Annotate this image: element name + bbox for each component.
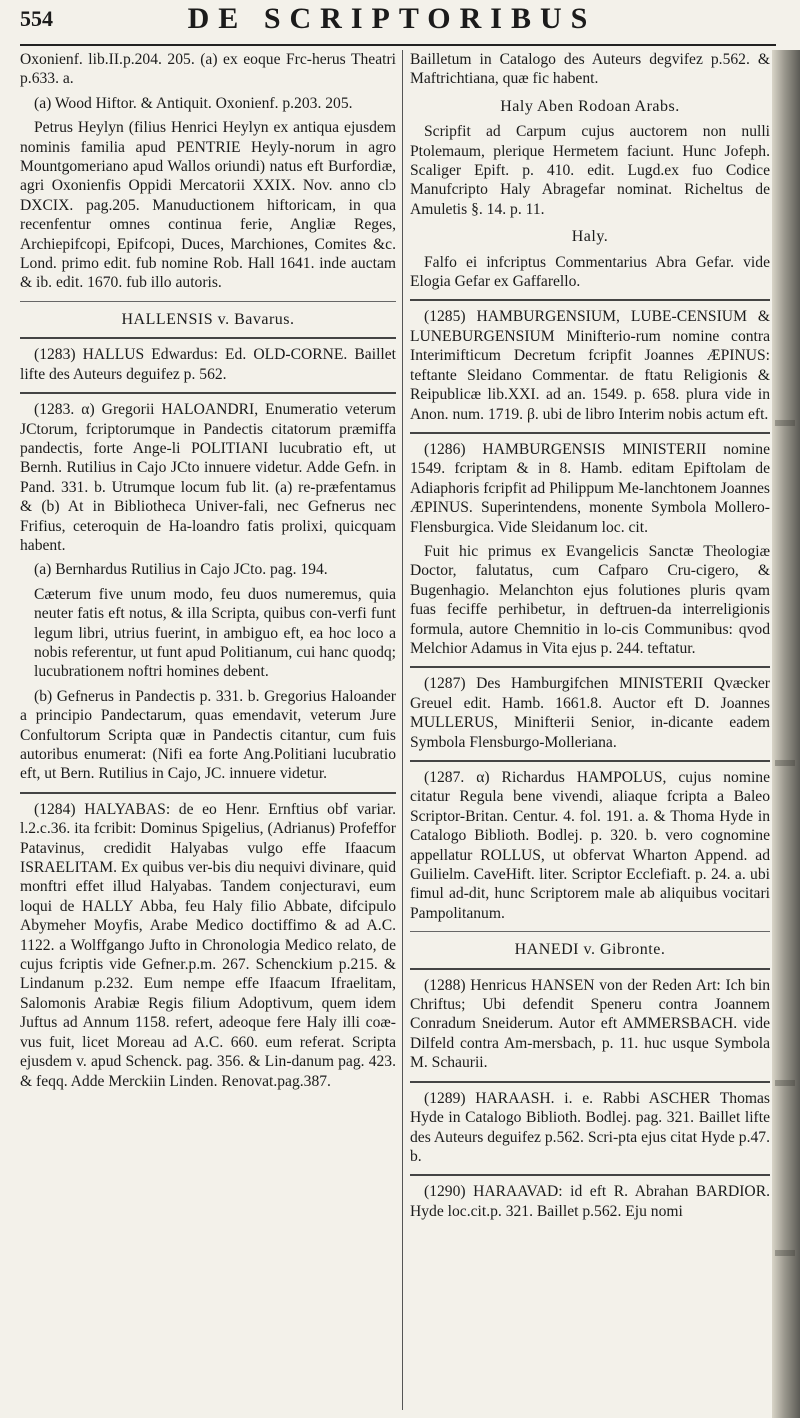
right-entry-1289: (1289) HARAASH. i. e. Rabbi ASCHER Thomas Hyde in Catalogo Biblioth. Bodlej. pag. 321. Baillet lifte des Auteurs deguifez p.562. Scri-pta ejus citat Hyde p.47. b. (410, 1089, 770, 1165)
header-rule (20, 44, 776, 46)
right-entry-1286: (1286) HAMBURGENSIS MINISTERII nomine 1549. fcriptam & in 8. Hamb. editam Epiftolam de Adiaphoris fcripfit ad Philippum Me-lanchtonem Joannes ÆPINUS. Superintendens, monente Symbola Mollero-Flensburgica. Vide Sleidanum loc. cit. (410, 440, 770, 536)
left-footnote-rutilius: (a) Bernhardus Rutilius in Cajo JCto. pag. 194. (34, 561, 328, 579)
section-rule (410, 666, 770, 668)
page-edge-shadow (772, 50, 800, 1418)
left-footnote-gesnerus: (b) Gefnerus in Pandectis p. 331. b. Gregorius Haloander a principio Pandectarum, quas emendavit, veterum Jure Confultorum Scripta quæ in Pandectis citantur, cum fuis autoribus enumerat: (Nifi ea forte Ang.Politiani lucubratio eft, ut Bern. Rutilius in Cajo, JC. innuere videtur. (20, 687, 396, 783)
left-heading-hallensis: HALLENSIS v. Bavarus. (121, 310, 295, 328)
left-footnote-wood: (a) Wood Hiftor. & Antiquit. Oxonienf. p.203. 205. (34, 94, 353, 112)
left-entry-1283-alpha: (1283. α) Gregorii HALOANDRI, Enumeratio veterum JCtorum, fcriptorumque in Pandectis citatorum præmiffa pandectis, forte Ange-li POLITIANI lucubratio eft, ut Bernh. Rutilius in Cajo JCto innuere videtur. Adde Gefn. in Pand. 331. b. Utrumque locum fub lit. (a) re-præfentamus & (b) At in Bibliotheca Univer-fali, nec Gefnerus nec Frifius, ceteroquin de Ha-loandro fatis prolixi, quicquam habent. (20, 401, 396, 554)
section-rule (410, 432, 770, 434)
left-column (20, 50, 396, 1410)
right-entry-1288: (1288) Henricus HANSEN von der Reden Art: Ich bin Chriftus; Ubi defendit Speneru contra Joannem Conradum Sneiderum. Autor eft AMMERSBACH. vide Dilfeld contra Am-mersbach, p. 11. huc usque Symbola M. Schaurii. (410, 976, 770, 1072)
section-rule (410, 968, 770, 970)
page-edge-mark (775, 420, 795, 426)
right-heading-hanedi: HANEDI v. Gibronte. (514, 941, 666, 959)
right-column (410, 50, 770, 1410)
right-paragraph-aepinus: Fuit hic primus ex Evangelicis Sanctæ Theologiæ Doctor, falutatus, cum Cafparo Cru-cigero, & Bugenhagio. Melanchton ejus folutiones pluris qvam fuas feciffe perhibetur, in deftruen-da interreligionis formula, autore Chemnitio in lo-cis Communibus: qvod Melchior Adamus in Vita ejus p. 244. teftatur. (410, 542, 770, 657)
right-entry-1290: (1290) HARAAVAD: id eft R. Abrahan BARDIOR. Hyde loc.cit.p. 321. Baillet p.562. Eju nomi (410, 1183, 770, 1220)
right-paragraph-falso: Falfo ei infcriptus Commentarius Abra Gefar. vide Elogia Gefar ex Gaffarello. (410, 253, 770, 291)
section-rule (410, 1174, 770, 1176)
section-rule (20, 337, 396, 339)
left-quote-rutilius: Cæterum five unum modo, feu duos numeremus, quia neuter fatis eft notus, & illa Scripta, quibus con-verfi funt legum libri, utrius fuerint, in ambiguo eft, ea hoc loco a nobis referentur, ut funt apud Politianum, cui hanc quodq; lucubrationem noftri homines debent. (34, 585, 396, 681)
left-entry-heylyn: Petrus Heylyn (filius Henrici Heylyn ex antiqua ejusdem nominis familia apud PENTRIE Heyly-norum in agro Mountgomeriano apud Wallos oriundi) natus eft Burfordiæ, agri Oxonienfis Oppidi Mercatorii XXIX. Nov. anno clɔ DXCIX. pag.205. Manuductionem hiftoricam, in qua recenfentur omnes continua ferie, Angliæ Reges, Archiepifcopi, Epifcopi, Duces, Marchiones, Comites &c. Lond. primo edit. fub nomine Rob. Hall 1641. inde auctam & ib. edit. 1670. fub illo autoris. (20, 119, 396, 292)
section-rule (410, 931, 770, 932)
running-title: DE SCRIPTORIBUS (187, 2, 597, 35)
right-entry-continuation: Bailletum in Catalogo des Auteurs degvifez p.562. & Maftrichtiana, quæ fic habent. (410, 51, 770, 88)
column-divider (402, 50, 403, 1410)
left-entry-continuation: Oxonienf. lib.II.p.204. 205. (a) ex eoque Frc-herus Theatri p.633. a. (20, 51, 396, 88)
section-rule (410, 299, 770, 301)
page-edge-mark (775, 1080, 795, 1086)
page-edge-mark (775, 1250, 795, 1256)
right-entry-1287: (1287) Des Hamburgifchen MINISTERII Qvæcker Greuel edit. Hamb. 1661.8. Auctor eft D. Joannes MULLERUS, Minifterii Senior, in-dicante eadem Symbola Flensburgo-Molleriana. (410, 675, 770, 751)
right-paragraph-carpum: Scripfit ad Carpum cujus auctorem non nulli Ptolemaum, plerique Hermetem faciunt. Hunc Jofeph. Scaliger Epift. p. 410. edit. Lugd.ex fuo Codice Manufcripto Haly Abragefar nominat. Richeltus de Amuletis §. 14. p. 11. (410, 123, 770, 218)
right-entry-1285: (1285) HAMBURGENSIUM, LUBE-CENSIUM & LUNEBURGENSIUM Minifterio-rum nomine contra Interimifticum Decretum fcripfit Joannes ÆPINUS: teftante Sleidano Commentar. de ftatu Religionis & Reipublicæ lib.XXI. ad an. 1549. p. 658. plura vide in Anon. num. 1719. β. ubi de libro Interim nobis actum eft. (410, 308, 770, 423)
page-edge-mark (775, 760, 795, 766)
section-rule (20, 301, 396, 302)
right-subheading-haly-aben: Haly Aben Rodoan Arabs. (500, 97, 680, 115)
right-subheading-haly: Haly. (571, 228, 609, 246)
section-rule (20, 392, 396, 394)
page-header (0, 0, 800, 46)
left-entry-1283: (1283) HALLUS Edwardus: Ed. OLD-CORNE. Baillet lifte des Auteurs deguifez p. 562. (20, 346, 396, 383)
page-number: 554 (20, 6, 53, 31)
left-entry-1284: (1284) HALYABAS: de eo Henr. Ernftius obf variar. l.2.c.36. ita fcribit: Dominus Spigelius, (Adrianus) Profeffor Patavinus, credidit Halyabas vulgo effe Ifaacum ISRAELITAM. Ex quibus ver-bis diu nequivi divinare, quid monftri effet illud Halyabas. Tandem conjecturavi, eum loqui de HALLY Abba, feu Haly filio Abbate, difcipulo Abymeher Moyfis, Arabe Medico doctiffimo & ad A.C. 1122. a Wolffgango Jufto in Chronologia Medico relato, de cujus fcriptis vide Gefner.p.m. 267. Schenckium p.215. & Lindanum p.232. Eum nempe effe Ifaacum Ifraelitam, Salomonis Arabiæ Regis filium Adoptivum, quem idem Juftus ad Annum 1158. refert, adeoque fere Haly illi coæ-vus fuit, licet Moreau ad A.C. 660. eum referat. Scripta ejusdem v. apud Schenck. pag. 356. & Lin-danum pag. 423. & feqq. Adde Merckiin Linden. Renovat.pag.387. (20, 800, 396, 1090)
section-rule (410, 760, 770, 762)
section-rule (410, 1081, 770, 1083)
right-entry-1287-alpha: (1287. α) Richardus HAMPOLUS, cujus nomine citatur Regula bene vivendi, aliaque fcripta a Baleo Scriptor-Britan. Centur. 4. fol. 191. a. & Thoma Hyde in Catalogo Biblioth. Bodlej. p. 320. b. vero cognomine appellatur ROLLUS, ut obfervat Wharton Append. ad Guilielm. CaveHift. liter. Scriptor Ecclefiaft. p. 24. a. ubi fimul ad-dit, hunc Scriptorem male ab aliquibus vocitari Pampolitanum. (410, 769, 770, 922)
section-rule (20, 792, 396, 794)
